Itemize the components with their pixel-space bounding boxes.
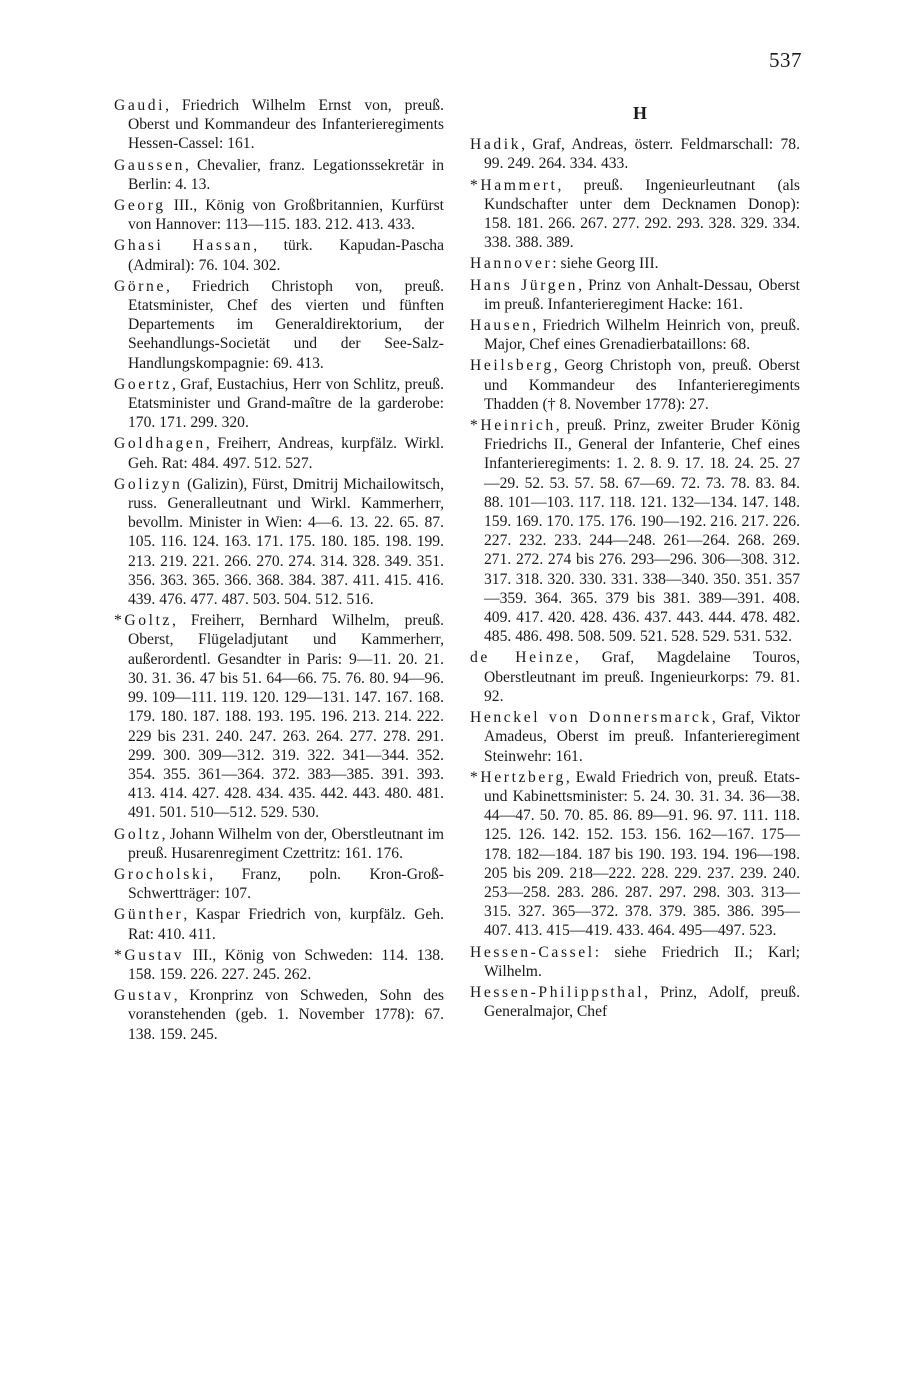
index-entry-headword: de Heinze <box>470 649 576 667</box>
index-entry-text: , Friedrich Wilhelm Ernst von, preuß. Oberst und Kommandeur des Infanterieregiments Hessen-Cassel: 161. <box>128 97 444 153</box>
index-entry-headword: Goldhagen <box>114 435 206 453</box>
index-entry-text: , preuß. Ingenieurleutnant (als Kundschafter unter dem Decknamen Donop): 158. 181. 266. 267. 277. 292. 293. 328. 329. 334. 338. 388. 389. <box>484 176 800 252</box>
index-entry-headword: Hans Jürgen <box>470 276 579 294</box>
index-entry <box>114 946 444 984</box>
index-entry-text: , Friedrich Christoph von, preuß. Etatsminister, Chef des vierten und fünften Departements im Generaldirektorium, der Seehandlungs-Societät und der See-Salz-Handlungskompagnie: 69. 413. <box>128 277 444 372</box>
index-entry-headword: Görne <box>114 277 166 295</box>
index-entry-text: , Freiherr, Bernhard Wilhelm, preuß. Oberst, Flügeladjutant und Kammerherr, außerordentl. Gesandter in Paris: 9—11. 20. 21. 30. 31. 36. 47 bis 51. 64—66. 75. 76. 80. 94—96. 99. 109—111. 119. 120. 129—131. 147. 167. 168. 179. 180. 187. 188. 193. 195. 196. 213. 214. 222. 229 bis 231. 240. 247. 263. 264. 277. 278. 291. 299. 300. 309—312. 319. 322. 341—344. 352. 354. 355. 361—364. 372. 383—385. 391. 393. 413. 414. 427. 428. 434. 435. 442. 443. 480. 481. 491. 501. 510—512. 529. 530. <box>128 612 444 822</box>
index-entry-headword: Goltz <box>114 825 162 843</box>
index-entry-text: : siehe Friedrich II.; Karl; Wilhelm. <box>484 943 800 980</box>
index-entry-text: , Freiherr, Andreas, kurpfälz. Wirkl. Geh. Rat: 484. 497. 512. 527. <box>128 435 444 472</box>
index-entry <box>470 316 800 354</box>
index-entry-headword: Gaussen <box>114 156 186 174</box>
index-entry <box>470 276 800 314</box>
index-entry-text: , Friedrich Wilhelm Heinrich von, preuß. Major, Chef eines Grenadierbataillons: 68. <box>484 317 800 354</box>
index-entry-text: , Kronprinz von Schweden, Sohn des voranstehenden (geb. 1. November 1778): 67. 138. 159. 245. <box>128 987 444 1043</box>
index-entry <box>470 708 800 766</box>
index-entry-headword: *Hertzberg <box>470 768 566 786</box>
index-entry-text: , Graf, Viktor Amadeus, Oberst im preuß. Infanterieregiment Steinwehr: 161. <box>484 709 800 765</box>
index-entry <box>470 648 800 706</box>
index-entry-text: , Graf, Eustachius, Herr von Schlitz, preuß. Etatsminister und Grand-maître de la garderobe: 170. 171. 299. 320. <box>128 375 444 432</box>
index-entry-headword: Ghasi Hassan <box>114 237 254 255</box>
index-entry <box>114 277 444 373</box>
index-entry-text: , preuß. Prinz, zweiter Bruder König Friedrichs II., General der Infanterie, Chef eines Infanterieregiments: 1. 2. 8. 9. 17. 18. 24. 25. 27—29. 52. 53. 57. 58. 67—69. 72. 73. 78. 83. 84. 88. 101—103. 117. 118. 121. 132—134. 147. 148. 159. 169. 170. 175. 176. 190—192. 216. 217. 226. 227. 232. 233. 244—248. 261—264. 268. 269. 271. 272. 274 bis 276. 293—296. 306—308. 312. 317. 318. 320. 330. 331. 338—340. 350. 351. 357—359. 364. 365. 379 bis 381. 389—391. 408. 409. 417. 420. 428. 436. 437. 443. 444. 478. 482. 485. 486. 498. 508. 509. 521. 528. 529. 531. 532. <box>484 417 800 646</box>
index-entry-headword: Hausen <box>470 317 533 335</box>
index-entry-text: , Georg Christoph von, preuß. Oberst und Kommandeur des Infanterieregiments Thadden († 8. November 1778): 27. <box>484 357 800 413</box>
section-letter: H <box>632 103 647 123</box>
index-entry <box>114 375 444 433</box>
index-entry-text: : siehe Georg III. <box>552 255 659 273</box>
index-entry <box>470 135 800 173</box>
index-entry <box>114 236 444 274</box>
index-entry <box>114 611 444 822</box>
index-entry <box>470 943 800 981</box>
index-column-right <box>470 104 800 1023</box>
index-entry-headword: Hessen-Philippsthal <box>470 983 645 1001</box>
index-entry <box>470 416 800 646</box>
index-entry <box>114 434 444 472</box>
index-entry-headword: Golizyn <box>114 475 183 493</box>
index-entry-headword: Gaudi <box>114 97 166 114</box>
index-entry-headword: *Hammert <box>470 176 558 194</box>
index-entry-text: , Graf, Andreas, österr. Feldmarschall: 78. 99. 249. 264. 334. 433. <box>484 136 800 173</box>
index-entry <box>470 254 800 273</box>
index-entry <box>114 96 444 154</box>
index-column-left <box>114 96 444 1046</box>
index-entry-text: , Franz, poln. Kron-Groß-Schwertträger: 107. <box>128 865 444 903</box>
index-entry-headword: Henckel von Donnersmarck <box>470 709 712 727</box>
index-entry <box>470 768 800 941</box>
index-entry-text: , Ewald Friedrich von, preuß. Etats- und Kabinettsminister: 5. 24. 30. 31. 34. 36—38. 44—47. 50. 70. 85. 86. 89—91. 96. 97. 111. 118. 125. 126. 142. 152. 153. 156. 162—167. 175—178. 182—184. 187 bis 190. 193. 194. 196—198. 205 bis 209. 218—222. 228. 229. 237. 239. 240. 253—258. 283. 286. 287. 297. 298. 303. 313—315. 327. 365—372. 378. 379. 385. 386. 395—407. 413. 415—419. 433. 464. 495—497. 523. <box>484 768 800 940</box>
index-entry-text: , Prinz von Anhalt-Dessau, Oberst im preuß. Infanterieregiment Hacke: 161. <box>484 276 800 313</box>
index-entry-headword: Goertz <box>114 375 173 393</box>
index-entry <box>470 983 800 1021</box>
index-entry-text: , Kaspar Friedrich von, kurpfälz. Geh. Rat: 410. 411. <box>128 906 444 943</box>
index-entry-headword: Gustav <box>114 987 174 1005</box>
index-entry-text: , türk. Kapudan-Pascha (Admiral): 76. 104. 302. <box>128 237 444 274</box>
index-entry <box>470 356 800 414</box>
index-entry-text: III., König von Großbritannien, Kurfürst von Hannover: 113—115. 183. 212. 413. 433. <box>128 197 444 234</box>
index-entry <box>114 475 444 609</box>
index-entry-headword: Grocholski <box>114 865 210 883</box>
index-entry-headword: Hessen-Cassel <box>470 943 595 961</box>
index-entry-headword: *Heinrich <box>470 417 556 435</box>
index-entries-right <box>470 135 800 1021</box>
index-entry <box>470 176 800 253</box>
index-entry <box>114 196 444 234</box>
index-entry-text: III., König von Schweden: 114. 138. 158. 159. 226. 227. 245. 262. <box>128 946 444 983</box>
index-entry-text: , Graf, Magdelaine Touros, Oberstleutnant im preuß. Ingenieurkorps: 79. 81. 92. <box>484 649 801 705</box>
index-entry-headword: Hadik <box>470 136 522 154</box>
index-entry-text: , Prinz, Adolf, preuß. Generalmajor, Chef <box>484 983 800 1021</box>
index-entry-headword: Hannover <box>470 255 553 273</box>
index-entry <box>114 865 444 903</box>
index-entry-headword: *Goltz <box>114 612 173 630</box>
page-number: 537 <box>769 48 802 72</box>
index-entry-headword: Heilsberg <box>470 357 554 375</box>
index-entry <box>114 156 444 194</box>
index-entry-headword: Günther <box>114 906 184 924</box>
index-entry-text: , Chevalier, franz. Legationssekretär in Berlin: 4. 13. <box>128 156 444 193</box>
index-entry-headword: *Gustav <box>114 946 185 964</box>
index-entry <box>114 905 444 943</box>
index-entry-text: , Johann Wilhelm von der, Oberstleutnant im preuß. Husarenregiment Czettritz: 161. 176. <box>128 825 444 862</box>
index-entry-text: (Galizin), Fürst, Dmitrij Michailowitsch, russ. Generalleutnant und Wirkl. Kammerherr, bevollm. Minister in Wien: 4—6. 13. 22. 65. 87. 105. 116. 124. 163. 171. 175. 180. 185. 198. 199. 213. 219. 221. 266. 270. 274. 314. 328. 349. 351. 356. 363. 365. 366. 368. 384. 387. 411. 415. 416. 439. 476. 477. 487. 503. 504. 512. 516. <box>128 475 444 609</box>
index-entry-headword: Georg <box>114 197 166 215</box>
index-entry <box>114 825 444 863</box>
index-entry <box>114 986 444 1044</box>
